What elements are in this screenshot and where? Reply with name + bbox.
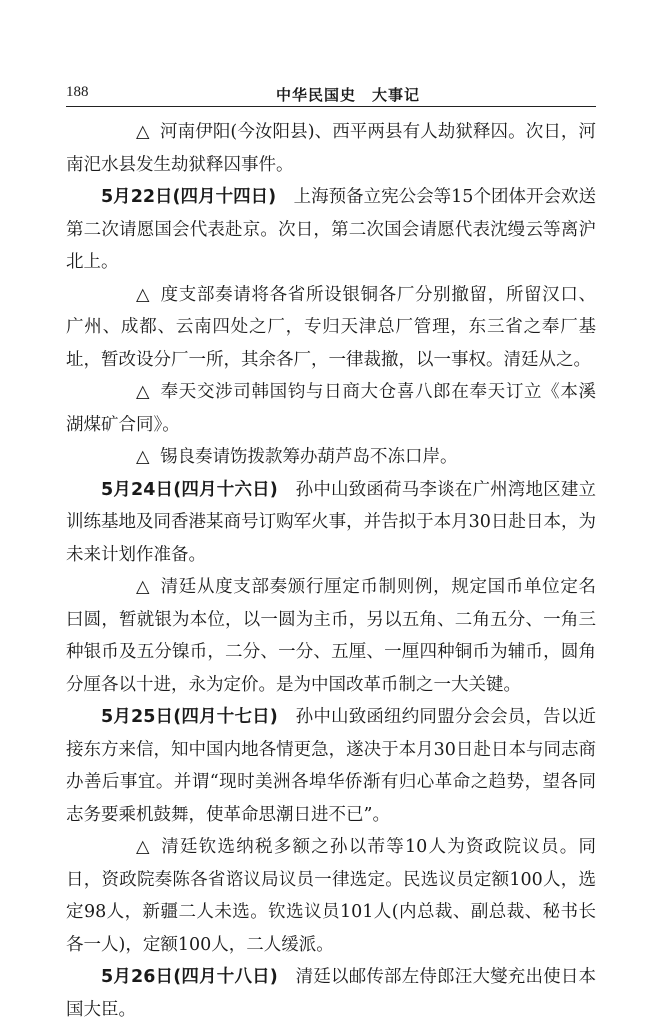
entry-paragraph <box>66 571 596 701</box>
entry-date: 5月26日(四月十八日) <box>101 967 278 987</box>
entry-paragraph <box>66 831 596 961</box>
entry-marker: △ <box>136 284 150 305</box>
entry-text: 清廷以邮传部左侍郎汪大燮充出使日本国大臣。 <box>66 967 597 1020</box>
entry-paragraph <box>66 181 596 279</box>
entry-date: 5月22日(四月十四日) <box>101 187 277 207</box>
entry-text: 孙中山致函纽约同盟分会会员，告以近接东方来信，知中国内地各情更急，遂决于本月30日赴日本与同志商办善后事宜。并谓“现时美洲各埠华侨渐有归心革命之趋势，望各同志务要乘机鼓舞，使革命思潮日进不已”。 <box>66 707 597 825</box>
entry-paragraph <box>66 116 596 181</box>
entry-marker: △ <box>136 382 150 402</box>
entry-paragraph <box>66 474 596 572</box>
entry-text: 清廷从度支部奏颁行厘定币制则例，规定国币单位定名曰圆，暂就银为本位，以一圆为主币，另以五角、二角五分、一角三种银币及五分镍币，二分、一分、五厘、一厘四种铜币为辅币，圆角分厘各以十进，永为定价。是为中国改革币制之一大关键。 <box>66 577 596 695</box>
header-rule <box>66 106 596 107</box>
entry-paragraph <box>66 279 596 377</box>
running-title: 中华民国史 大事记 <box>276 86 421 104</box>
entry-text: 河南伊阳(今汝阳县)、西平两县有人劫狱释囚。次日，河南汜水县发生劫狱释囚事件。 <box>66 122 596 175</box>
entry-text: 上海预备立宪公会等15个团体开会欢送第二次请愿国会代表赴京。次日，第二次国会请愿代表沈缦云等离沪北上。 <box>66 187 596 272</box>
entry-text: 清廷钦选纳税多额之孙以芾等10人为资政院议员。同日，资政院奏陈各省谘议局议员一律选定。民选议员定额100人，选定98人，新疆二人未选。钦选议员101人(内总裁、副总裁、秘书长各一人)，定额100人，二人缓派。 <box>66 837 596 955</box>
entry-text: 奉天交涉司韩国钧与日商大仓喜八郎在奉天订立《本溪湖煤矿合同》。 <box>66 382 596 435</box>
entry-paragraph <box>66 961 596 1026</box>
entry-text: 锡良奏请饬拨款筹办葫芦岛不冻口岸。 <box>159 447 458 467</box>
entry-paragraph <box>66 376 596 441</box>
entry-marker: △ <box>136 447 150 467</box>
page-number: 188 <box>66 84 89 100</box>
entry-text: 孙中山致函荷马李谈在广州湾地区建立训练基地及同香港某商号订购军火事，并告拟于本月30日赴日本，为未来计划作准备。 <box>66 479 597 565</box>
entry-date: 5月24日(四月十六日) <box>101 479 278 500</box>
entry-marker: △ <box>136 837 150 857</box>
entry-date: 5月25日(四月十七日) <box>101 707 278 727</box>
page-body <box>66 116 596 1026</box>
entry-marker: △ <box>136 577 150 597</box>
entry-text: 度支部奏请将各省所设银铜各厂分别撤留，所留汉口、广州、成都、云南四处之厂，专归天津总厂管理，东三省之奉厂基址，暂改设分厂一所，其余各厂，一律裁撤，以一事权。清廷从之。 <box>66 284 596 370</box>
page-header <box>66 84 596 106</box>
entry-paragraph <box>66 701 596 831</box>
entry-marker: △ <box>136 122 150 142</box>
entry-paragraph <box>66 441 596 474</box>
